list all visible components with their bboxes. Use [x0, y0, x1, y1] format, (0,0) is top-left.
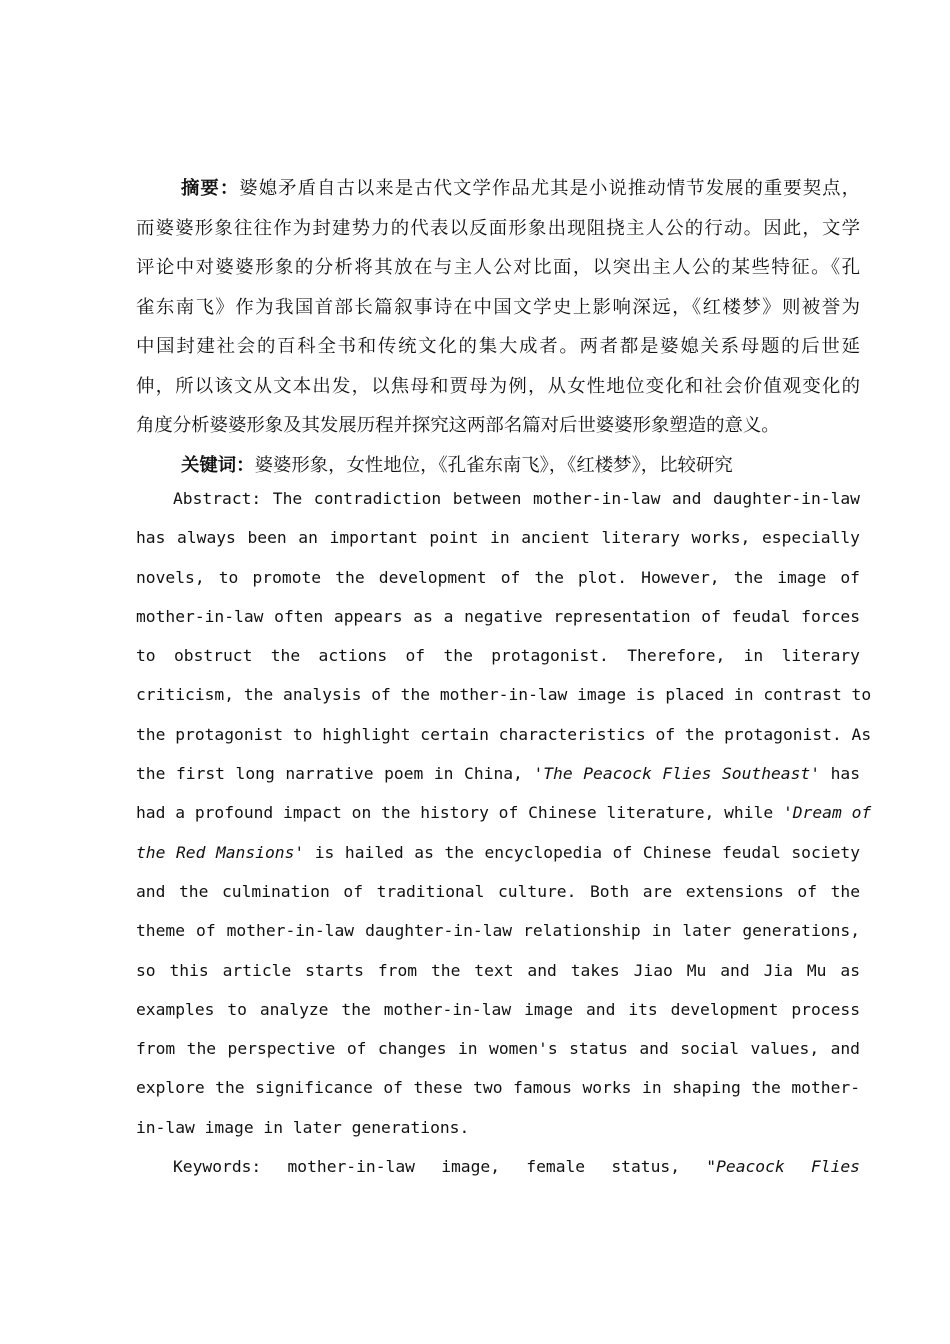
abstract-en-line: and the culmination of traditional culture. Both are extensions of the — [136, 881, 860, 901]
keywords-en-title: "Peacock Flies — [706, 1157, 860, 1177]
abstract-en-line: so this article starts from the text and takes Jiao Mu and Jia Mu as — [136, 960, 860, 980]
abstract-en — [136, 479, 872, 1186]
abstract-cn — [136, 169, 860, 485]
abstract-en-line: explore the significance of these two famous works in shaping the mother- — [136, 1078, 860, 1098]
abstract-en-line: in-law image in later generations. — [136, 1117, 470, 1137]
abstract-cn-line: 摘要：婆媳矛盾自古以来是古代文学作品尤其是小说推动情节发展的重要契点， — [181, 178, 860, 199]
abstract-en-line: the first long narrative poem in China, 'The Peacock Flies Southeast' has — [136, 764, 861, 784]
abstract-en-line: to obstruct the actions of the protagonist. Therefore, in literary — [136, 646, 860, 666]
abstract-en-line: has always been an important point in ancient literary works, especially — [136, 528, 860, 548]
keywords-cn-label: 关键词： — [181, 454, 255, 476]
abstract-en-line: had a profound impact on the history of Chinese literature, while 'Dream of — [136, 803, 872, 823]
keywords-cn-text: 婆婆形象，女性地位，《孔雀东南飞》，《红楼梦》，比较研究 — [254, 454, 733, 476]
title-dream-cont: the Red Mansions' — [136, 842, 305, 862]
keywords-en: Keywords: mother-in-law image, female status, "Peacock Flies — [173, 1157, 860, 1177]
abstract-cn-line: 而婆婆形象往往作为封建势力的代表以反面形象出现阻挠主人公的行动。因此，文学 — [136, 217, 860, 239]
abstract-cn-line: 伸，所以该文从文本出发，以焦母和贾母为例，从女性地位变化和社会价值观变化的 — [136, 375, 860, 397]
abstract-en-line: novels, to promote the development of the plot. However, the image of — [136, 567, 860, 587]
abstract-en-line: the Red Mansions' is hailed as the encyclopedia of Chinese feudal society — [136, 842, 860, 862]
abstract-cn-line: 评论中对婆婆形象的分析将其放在与主人公对比面，以突出主人公的某些特征。《孔 — [136, 257, 860, 278]
title-peacock: 'The Peacock Flies Southeast' — [533, 764, 821, 784]
abstract-en-line: examples to analyze the mother-in-law image and its development process — [136, 999, 860, 1019]
abstract-en-line: the protagonist to highlight certain characteristics of the protagonist. As — [136, 724, 872, 744]
title-dream: 'Dream of — [782, 803, 872, 823]
abstract-cn-line: 雀东南飞》作为我国首部长篇叙事诗在中国文学史上影响深远，《红楼梦》则被誉为 — [136, 296, 860, 318]
abstract-en-line: criticism, the analysis of the mother-in-law image is placed in contrast to — [136, 685, 872, 705]
abstract-en-line: mother-in-law often appears as a negative representation of feudal forces — [136, 606, 860, 626]
abstract-cn-label: 摘要： — [181, 178, 240, 199]
abstract-en-line: theme of mother-in-law daughter-in-law relationship in later generations, — [136, 921, 860, 941]
abstract-en-line: Abstract: The contradiction between mother-in-law and daughter-in-law — [173, 489, 860, 508]
abstract-cn-line: 中国封建社会的百科全书和传统文化的集大成者。两者都是婆媳关系母题的后世延 — [136, 336, 860, 357]
abstract-cn-line: 角度分析婆婆形象及其发展历程并探究这两部名篇对后世婆婆形象塑造的意义。 — [136, 415, 780, 436]
abstract-en-line: from the perspective of changes in women's status and social values, and — [136, 1039, 860, 1059]
